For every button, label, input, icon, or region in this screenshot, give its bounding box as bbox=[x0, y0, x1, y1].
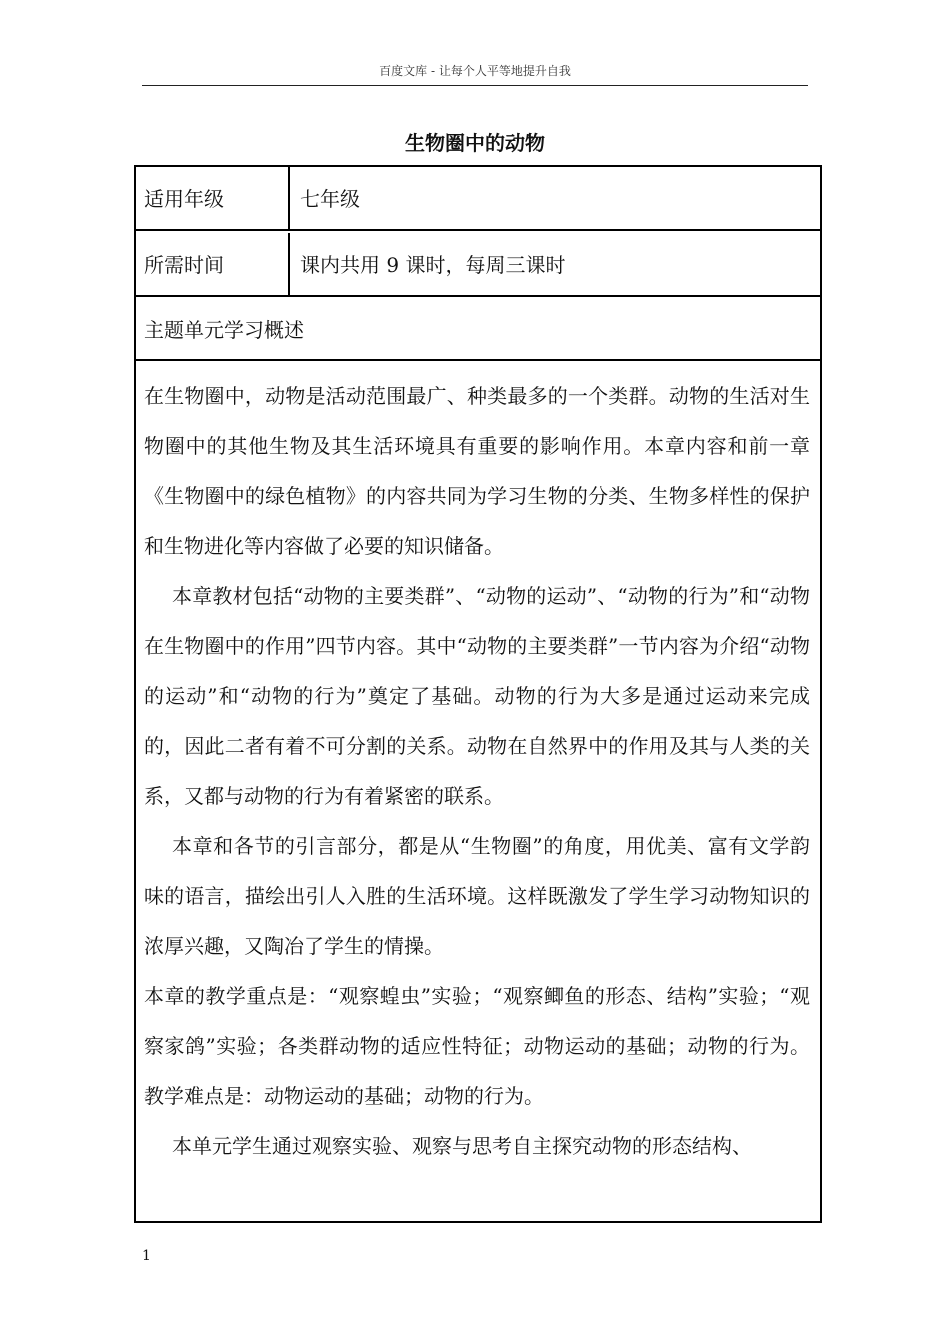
page-header: 百度文库 - 让每个人平等地提升自我 bbox=[142, 62, 808, 86]
paragraph-2: 本章教材包括“动物的主要类群”、“动物的运动”、“动物的行为”和“动物在生物圈中的作用”四节内容。其中“动物的主要类群”一节内容为介绍“动物的运动”和“动物的行为”奠定了基础。动物的行为大多是通过运动来完成的，因此二者有着不可分割的关系。动物在自然界中的作用及其与人类的关系，又都与动物的行为有着紧密的联系。 bbox=[144, 584, 810, 808]
time-label: 所需时间 bbox=[136, 233, 290, 295]
overview-body bbox=[136, 365, 820, 1171]
overview-label: 主题单元学习概述 bbox=[144, 318, 304, 342]
document-title: 生物圈中的动物 bbox=[405, 131, 545, 155]
paragraph-5: 本单元学生通过观察实验、观察与思考自主探究动物的形态结构、 bbox=[172, 1134, 752, 1158]
grade-row bbox=[136, 167, 820, 231]
grade-label: 适用年级 bbox=[136, 167, 290, 229]
paragraph-1: 在生物圈中，动物是活动范围最广、种类最多的一个类群。动物的生活对生物圈中的其他生物及其生活环境具有重要的影响作用。本章内容和前一章《生物圈中的绿色植物》的内容共同为学习生物的分类、生物多样性的保护和生物进化等内容做了必要的知识储备。 bbox=[144, 384, 810, 558]
grade-value: 七年级 bbox=[300, 187, 360, 211]
paragraph-3: 本章和各节的引言部分，都是从“生物圈”的角度，用优美、富有文学韵味的语言，描绘出引人入胜的生活环境。这样既激发了学生学习动物知识的浓厚兴趣，又陶冶了学生的情操。 bbox=[144, 834, 810, 958]
unit-table bbox=[134, 165, 822, 1223]
time-value: 课内共用 9 课时，每周三课时 bbox=[300, 253, 566, 277]
page-number: 1 bbox=[142, 1248, 151, 1264]
time-row bbox=[136, 233, 820, 297]
overview-row bbox=[136, 299, 820, 361]
paragraph-4: 本章的教学重点是：“观察蝗虫”实验；“观察鲫鱼的形态、结构”实验；“观察家鸽”实验；各类群动物的适应性特征；动物运动的基础；动物的行为。教学难点是：动物运动的基础；动物的行为。 bbox=[144, 984, 810, 1108]
